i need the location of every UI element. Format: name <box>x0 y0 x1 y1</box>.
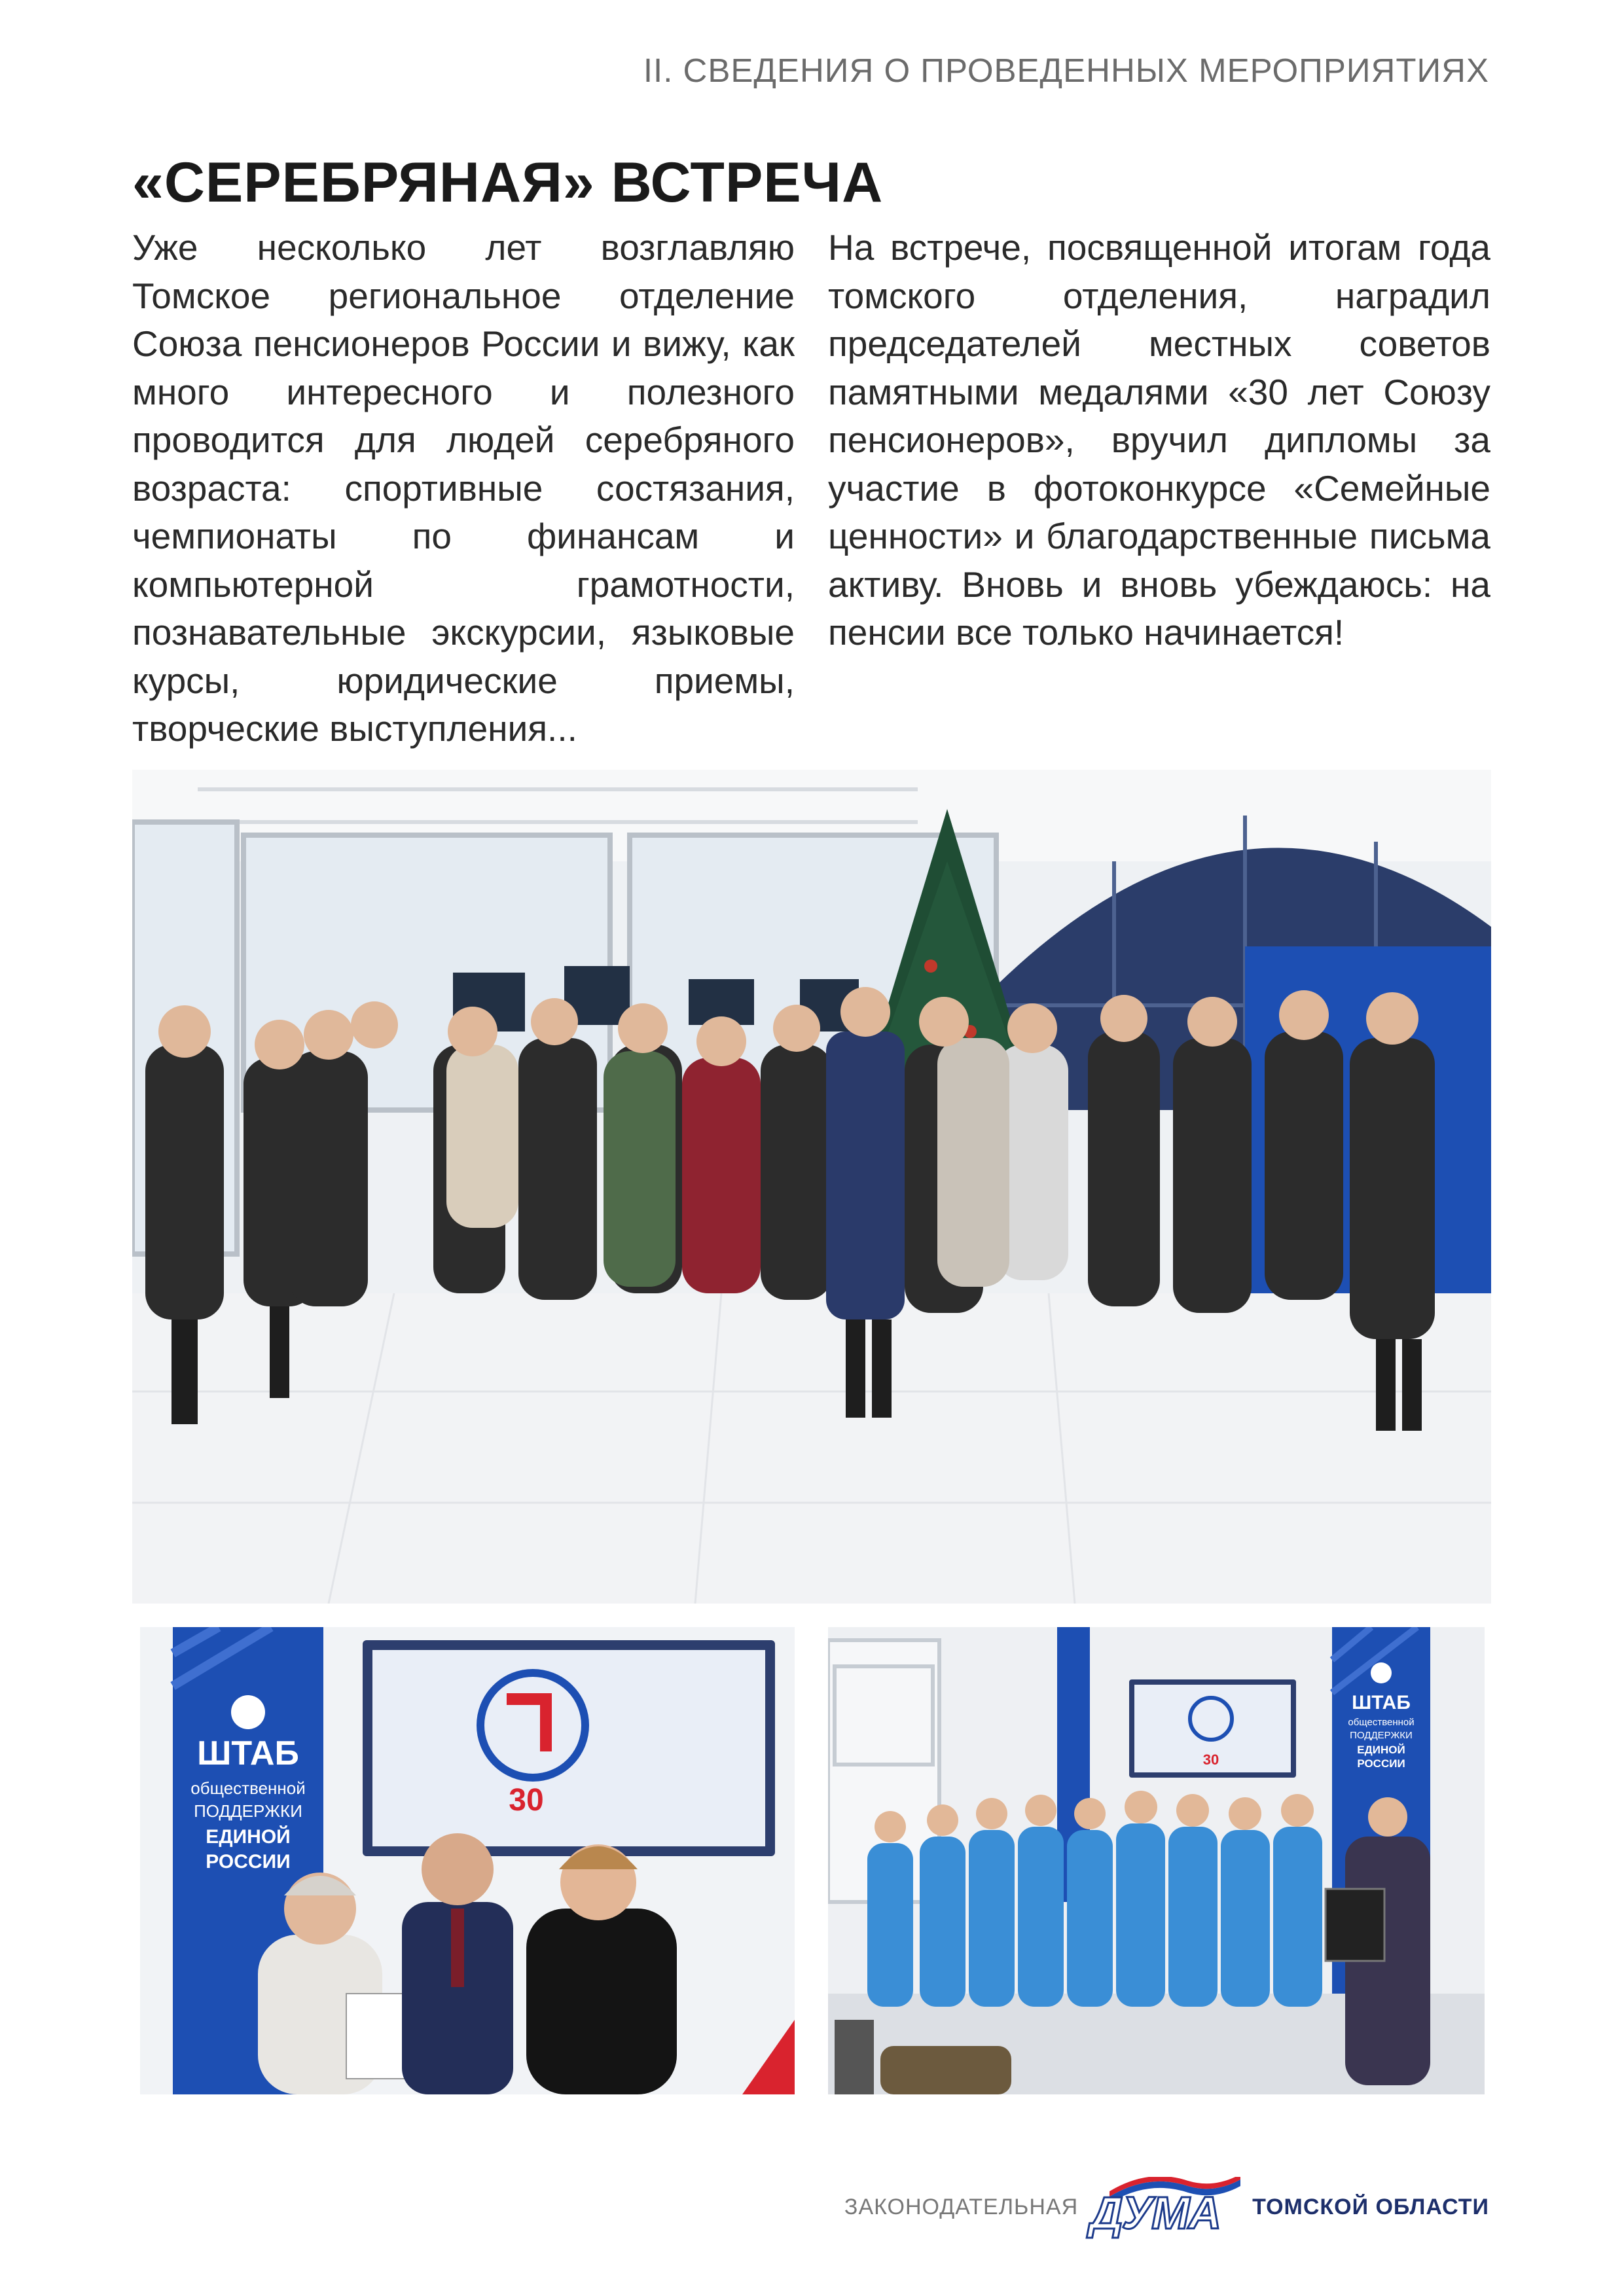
footer-prefix: ЗАКОНОДАТЕЛЬНАЯ <box>844 2194 1079 2219</box>
left-banner-line4: РОССИИ <box>206 1851 291 1873</box>
left-banner-line2: ПОДДЕРЖКИ <box>194 1801 302 1821</box>
right-screen-number: 30 <box>1202 1751 1219 1768</box>
left-banner-title: ШТАБ <box>197 1734 299 1772</box>
left-screen-number: 30 <box>509 1783 544 1818</box>
left-banner-line3: ЕДИНОЙ <box>206 1826 291 1848</box>
footer <box>844 2174 1489 2240</box>
right-banner-title: ШТАБ <box>1352 1692 1411 1713</box>
right-banner-line4: РОССИИ <box>1357 1757 1405 1770</box>
group-photo <box>132 770 1491 1604</box>
page-title: «СЕРЕБРЯНАЯ» ВСТРЕЧА <box>132 151 884 214</box>
left-banner-line1: общественной <box>190 1778 306 1798</box>
right-banner-line3: ЕДИНОЙ <box>1357 1744 1405 1756</box>
right-banner-line2: ПОДДЕРЖКИ <box>1350 1730 1413 1741</box>
article-column-left: Уже несколько лет возглавляю Томское региональное отделение Союза пенсионеров России и вижу, как много интересного и полезного проводится для людей серебряного возраста: спортивные состязания, чемпионаты по финансам и компьютерной грамотности, познавательные экскурсии, языковые курсы, юридические приемы, творческие выступления... <box>132 227 795 749</box>
choir-photo <box>828 1627 1485 2094</box>
section-header: II. СВЕДЕНИЯ О ПРОВЕДЕННЫХ МЕРОПРИЯТИЯХ <box>643 52 1489 89</box>
article-column-right: На встрече, посвященной итогам года томского отделения, наградил председателей местных советов памятными медалями «30 лет Союзу пенсионеров», вручил дипломы за участие в фотоконкурсе «Семейные ценности» и благодарственные письма активу. Вновь и вновь убеждаюсь: на пенсии все только начинается! <box>828 227 1490 653</box>
award-photo <box>140 1627 795 2094</box>
footer-suffix: ТОМСКОЙ ОБЛАСТИ <box>1252 2194 1489 2219</box>
duma-logo <box>1090 2177 1240 2237</box>
duma-logo-word: ДУМА <box>1090 2187 1220 2238</box>
right-banner-line1: общественной <box>1348 1717 1415 1728</box>
